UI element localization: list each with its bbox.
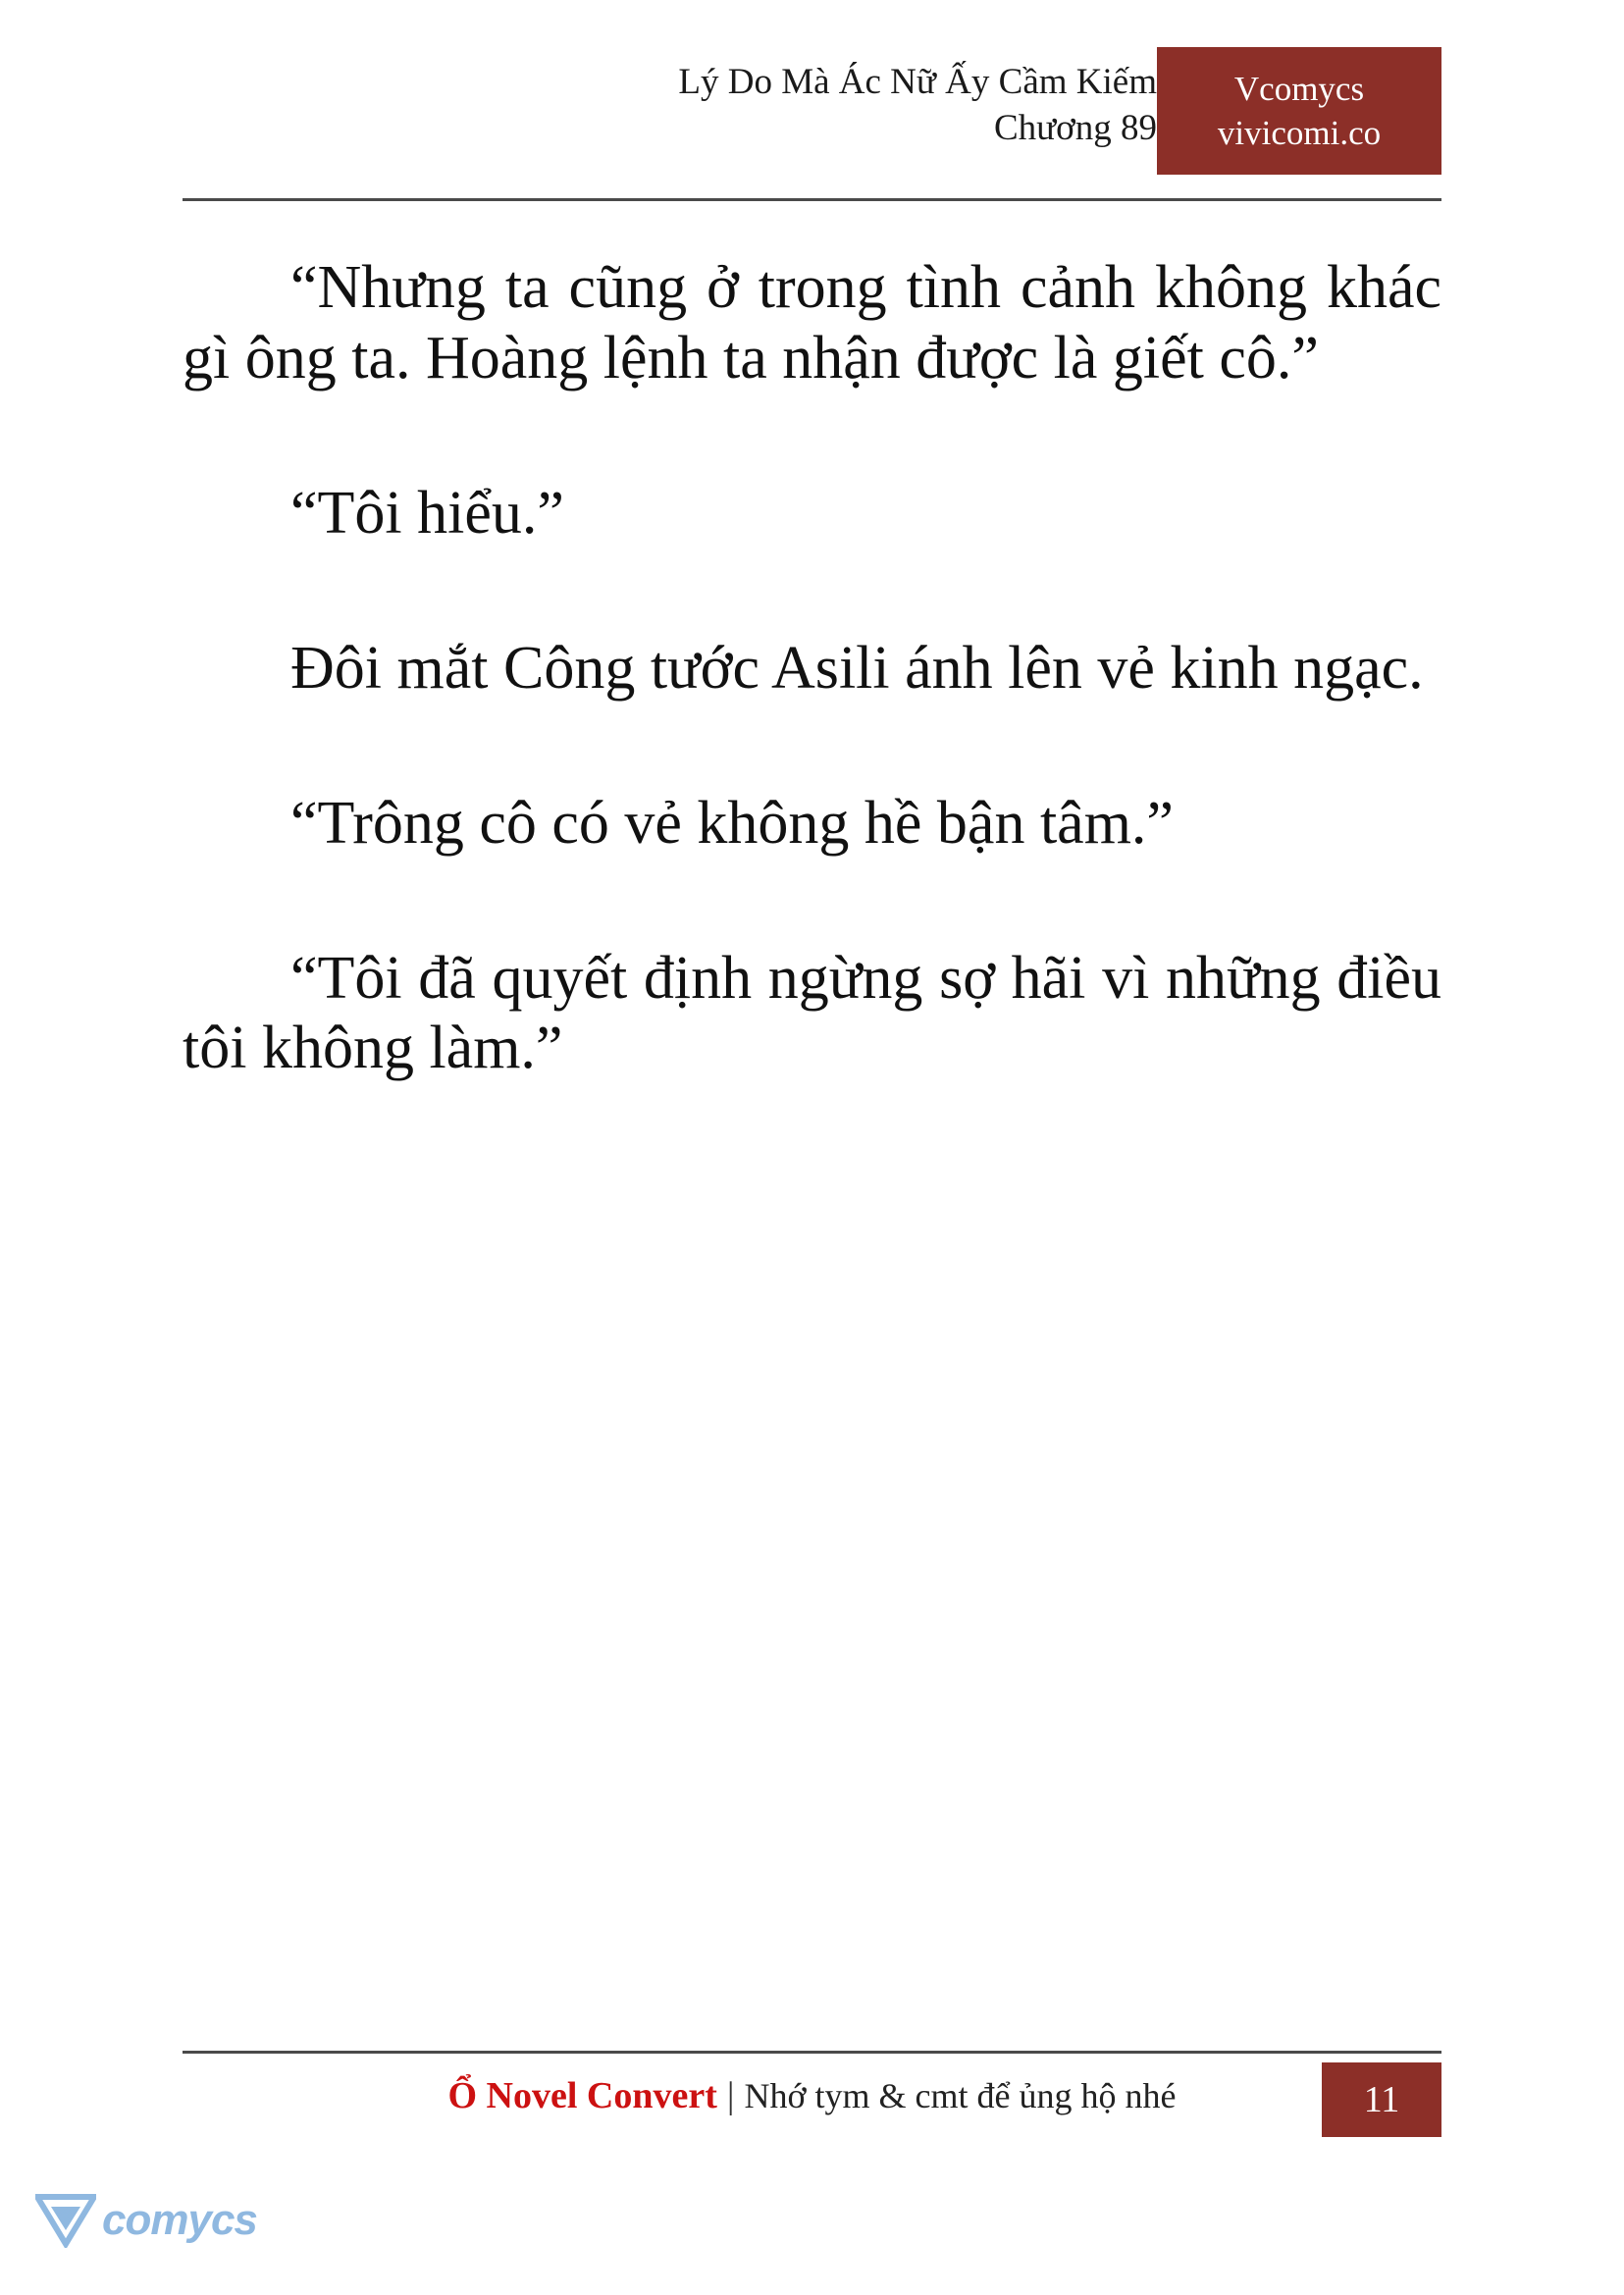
footer-separator: | [726,2075,735,2116]
footer-credit [183,2074,1441,2117]
site-badge [1157,47,1441,175]
paragraph: Đôi mắt Công tước Asili ánh lên vẻ kinh ngạc. [290,634,1424,702]
vcomycs-logo-icon [35,2193,96,2248]
header-divider [183,198,1441,201]
footer-divider [183,2051,1441,2054]
page-number-badge: 11 [1322,2062,1441,2137]
page-footer [183,2051,1441,2159]
vcomycs-watermark [35,2176,281,2265]
vcomycs-watermark-text: comycs [102,2196,257,2244]
paragraph: “Trông cô có vẻ không hề bận tâm.” [290,789,1174,857]
footer-brand: Ổ Novel Convert [447,2075,717,2116]
footer-note: Nhớ tym & cmt để ủng hộ nhé [744,2076,1177,2115]
header-titles [678,59,1157,152]
chapter-label: Chương 89 [993,108,1157,149]
paragraph: “Tôi đã quyết định ngừng sợ hãi vì những điều tôi không làm.” [183,944,1441,1082]
paragraph: “Nhưng ta cũng ở trong tình cảnh không khác gì ông ta. Hoàng lệnh ta nhận được là giết cô.” [183,254,1441,391]
page-content [183,253,1441,1169]
page-header [183,59,1441,216]
novel-title: Lý Do Mà Ác Nữ Ấy Cầm Kiếm [678,62,1157,102]
site-badge-name: Vcomycs [1233,69,1365,108]
site-badge-url: vivicomi.co [1217,114,1382,152]
paragraph: “Tôi hiểu.” [290,479,564,547]
